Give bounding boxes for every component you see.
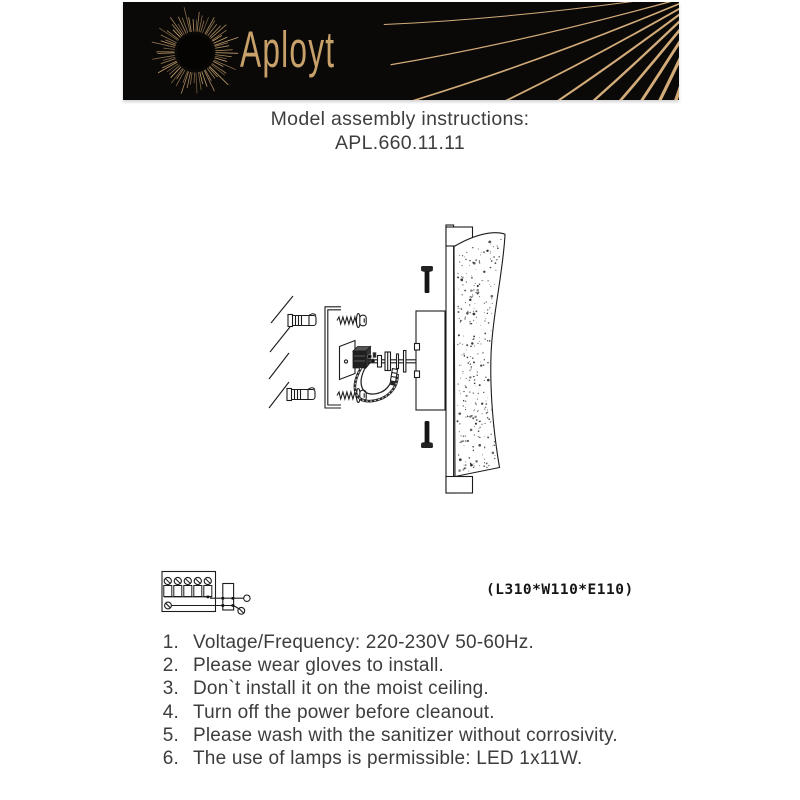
instruction-list <box>155 631 695 770</box>
lamp-body-icon <box>416 311 445 410</box>
assembly-diagram <box>240 180 560 520</box>
brand-banner <box>123 2 679 100</box>
list-item <box>155 654 695 677</box>
item-number: 5. <box>162 724 179 746</box>
brand-logo-text: Aployt <box>240 21 336 78</box>
wall-anchor-icon <box>287 314 316 401</box>
item-text: Voltage/Frequency: 220-230V 50-60Hz. <box>193 632 534 653</box>
terminal-screws-icon <box>164 577 212 596</box>
list-item <box>155 677 695 700</box>
item-number: 1. <box>162 632 179 653</box>
dimensions-label: (L310*W110*E110) <box>486 582 634 598</box>
item-number: 3. <box>162 678 179 700</box>
item-number: 6. <box>162 748 179 770</box>
item-number: 2. <box>162 655 179 677</box>
sunburst-icon <box>152 7 238 93</box>
list-item <box>155 701 695 724</box>
item-text: Please wear gloves to install. <box>193 655 445 677</box>
model-number: APL.660.11.11 <box>334 131 466 154</box>
item-text: The use of lamps is permissible: LED 1x11W. <box>193 748 583 770</box>
title-block <box>0 108 800 155</box>
terminal-block-icon <box>353 347 376 369</box>
ray-fan-icon <box>384 2 679 100</box>
list-item <box>155 631 695 654</box>
list-item <box>155 747 695 770</box>
item-text: Turn off the power before cleanout. <box>193 701 495 723</box>
wiring-schematic <box>152 563 258 621</box>
item-text: Please wash with the sanitizer without corrosivity. <box>193 724 618 746</box>
banner-decor <box>123 2 679 100</box>
item-text: Don`t install it on the moist ceiling. <box>193 678 489 700</box>
list-item <box>155 724 695 747</box>
page-title: Model assembly instructions: <box>270 108 530 130</box>
item-number: 4. <box>162 701 179 723</box>
lamp-shade-icon <box>454 233 505 477</box>
